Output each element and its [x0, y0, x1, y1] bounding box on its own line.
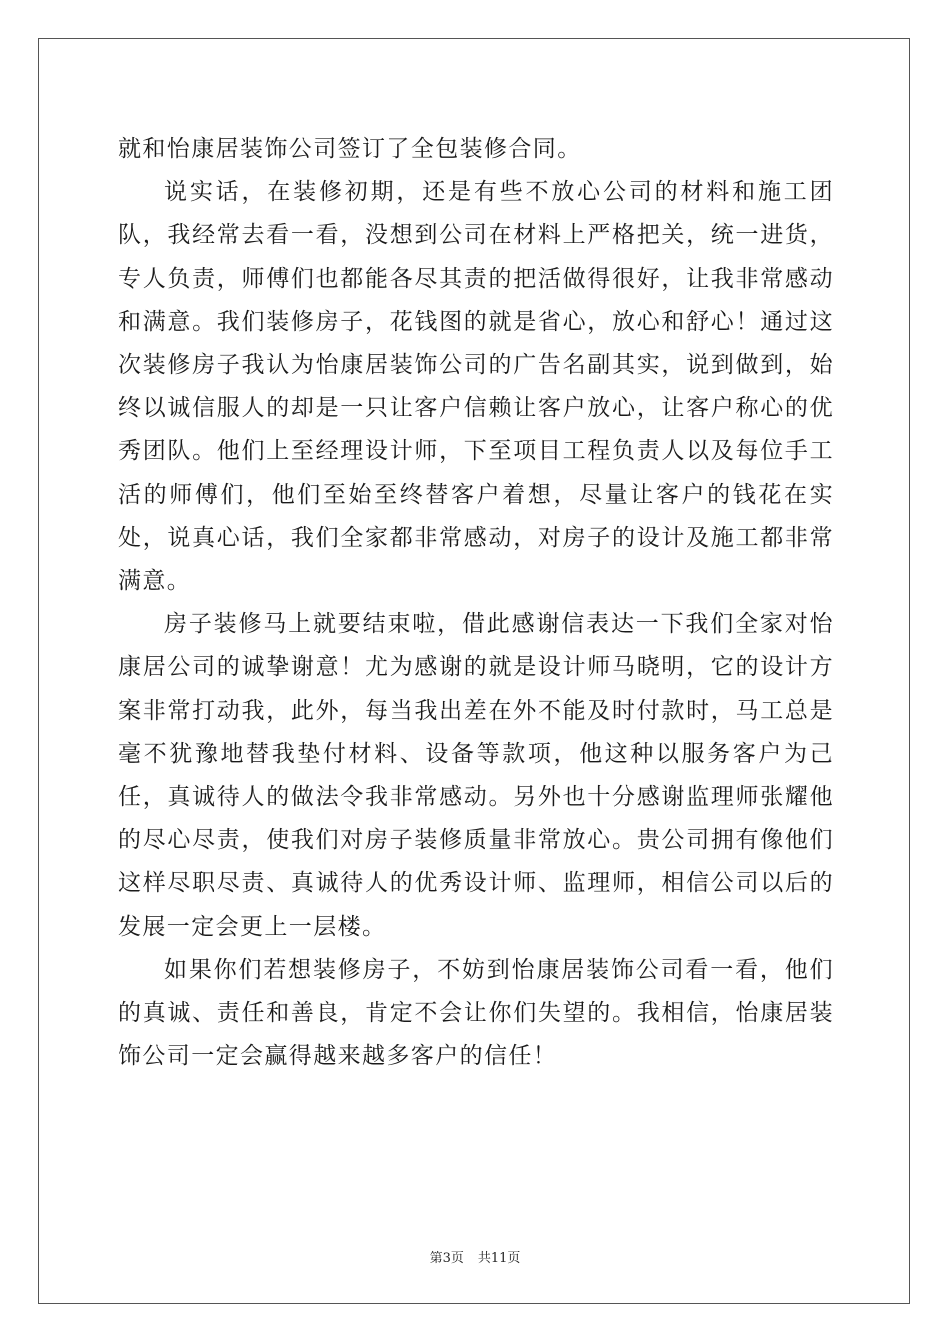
paragraph: 如果你们若想装修房子，不妨到怡康居装饰公司看一看，他们的真诚、责任和善良，肯定不会让你们失望的。我相信，怡康居装饰公司一定会赢得越来越多客户的信任！	[118, 956, 834, 1070]
page-footer	[0, 1247, 950, 1266]
paragraph: 房子装修马上就要结束啦，借此感谢信表达一下我们全家对怡康居公司的诚挚谢意！尤为感谢的就是设计师马晓明，它的设计方案非常打动我，此外，每当我出差在外不能及时付款时，马工总是毫不犹豫地替我垫付材料、设备等款项，他这种以服务客户为己任，真诚待人的做法令我非常感动。另外也十分感谢监理师张耀他的尽心尽责，使我们对房子装修质量非常放心。贵公司拥有像他们这样尽职尽责、真诚待人的优秀设计师、监理师，相信公司以后的发展一定会更上一层楼。	[118, 611, 834, 940]
page-total: 共11页	[477, 1251, 521, 1266]
page-number: 第3页	[429, 1251, 464, 1266]
paragraph-continuation: 就和怡康居装饰公司签订了全包装修合同。	[118, 136, 582, 162]
document-body	[118, 128, 834, 1078]
paragraph: 说实话，在装修初期，还是有些不放心公司的材料和施工团队，我经常去看一看，没想到公司在材料上严格把关，统一进货，专人负责，师傅们也都能各尽其责的把活做得很好，让我非常感动和满意。我们装修房子，花钱图的就是省心，放心和舒心！通过这次装修房子我认为怡康居装饰公司的广告名副其实，说到做到，始终以诚信服人的却是一只让客户信赖让客户放心，让客户称心的优秀团队。他们上至经理设计师，下至项目工程负责人以及每位手工活的师傅们，他们至始至终替客户着想，尽量让客户的钱花在实处，说真心话，我们全家都非常感动，对房子的设计及施工都非常满意。	[118, 179, 834, 595]
